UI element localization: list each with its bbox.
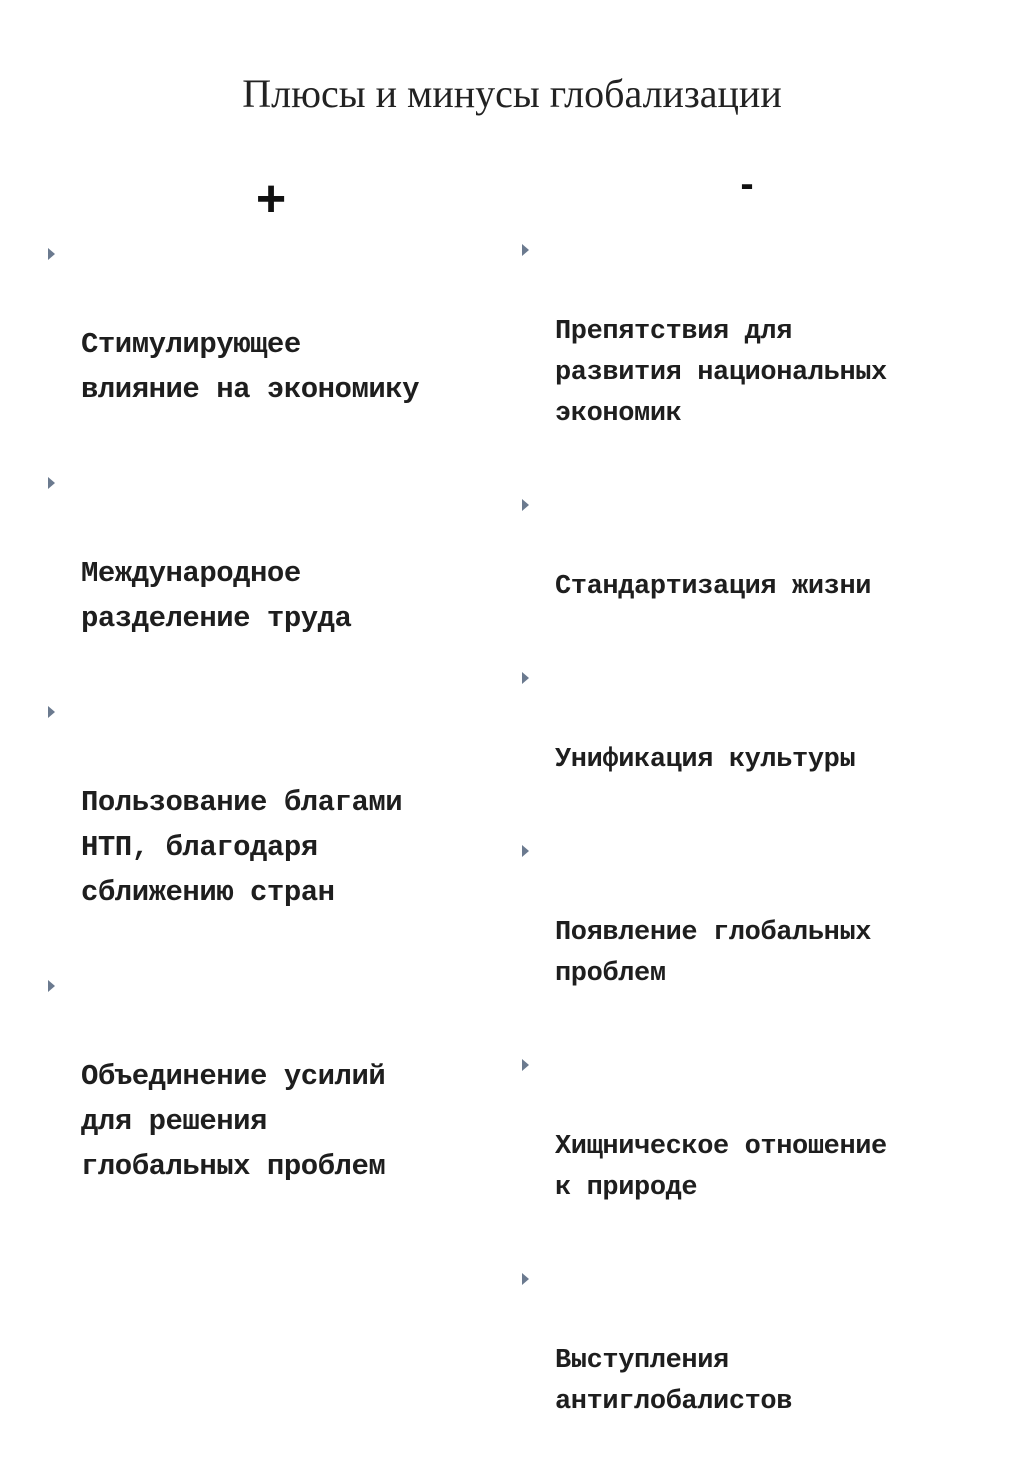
pros-item — [48, 232, 488, 457]
triangle-right-icon — [48, 477, 55, 489]
cons-item-text: Стандартизация жизни — [555, 572, 872, 602]
triangle-right-icon — [522, 672, 529, 684]
pros-sign: + — [255, 170, 287, 228]
triangle-right-icon — [522, 244, 529, 256]
triangle-right-icon — [48, 706, 55, 718]
triangle-right-icon — [522, 499, 529, 511]
triangle-right-icon — [522, 845, 529, 857]
cons-sign: - — [740, 162, 754, 206]
triangle-right-icon — [522, 1059, 529, 1071]
slide-title: Плюсы и минусы глобализации — [242, 71, 782, 116]
cons-item — [522, 658, 982, 822]
cons-item — [522, 831, 982, 1036]
pros-item-text: Стимулирующее влияние на экономику — [81, 328, 420, 406]
cons-item-text: Унификация культуры — [555, 745, 856, 775]
pros-item — [48, 690, 488, 960]
pros-item — [48, 964, 488, 1234]
pros-item — [48, 461, 488, 686]
pros-list — [48, 232, 488, 1238]
cons-item-text: Появление глобальных проблем — [555, 918, 872, 989]
cons-item-text: Хищническое отношение к природе — [555, 1132, 887, 1203]
cons-item — [522, 1259, 982, 1464]
triangle-right-icon — [522, 1273, 529, 1285]
cons-item — [522, 1045, 982, 1250]
pros-item-text: Пользование благами НТП, благодаря сближению стран — [81, 786, 403, 909]
cons-item — [522, 230, 982, 476]
cons-list — [522, 230, 982, 1473]
triangle-right-icon — [48, 248, 55, 260]
pros-item-text: Международное разделение труда — [81, 557, 352, 635]
cons-item — [522, 485, 982, 649]
cons-item-text: Препятствия для развития национальных экономик — [555, 317, 887, 429]
pros-item-text: Объединение усилий для решения глобальных проблем — [81, 1060, 386, 1183]
cons-item-text: Выступления антиглобалистов — [555, 1346, 793, 1417]
triangle-right-icon — [48, 980, 55, 992]
